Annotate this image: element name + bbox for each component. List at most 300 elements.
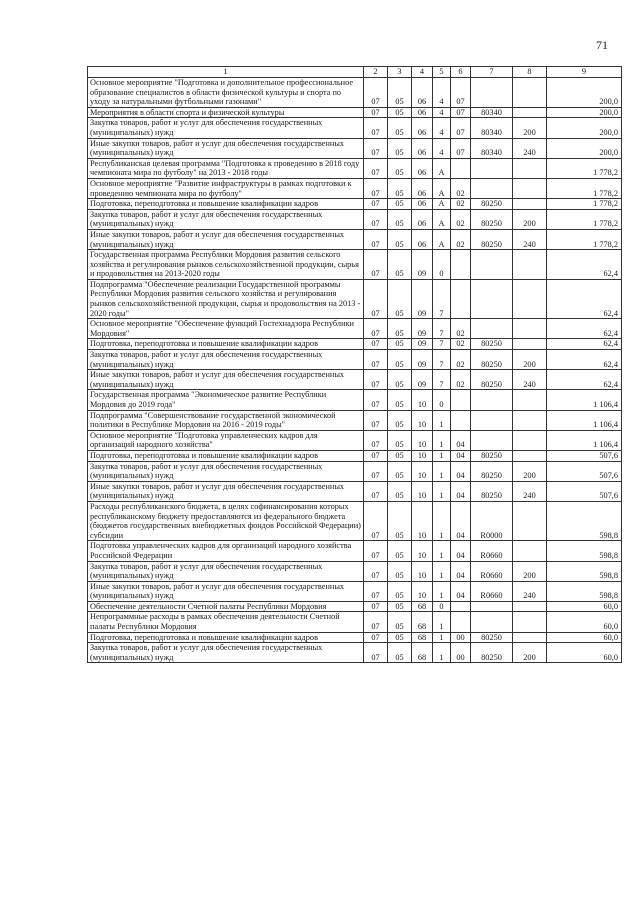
code-subprogram: 7 (433, 370, 451, 390)
amount: 62,4 (547, 350, 622, 370)
item-name: Закупка товаров, работ и услуг для обеспечения государственных (муниципальных) нужд (88, 643, 364, 663)
code-direction: R0000 (471, 501, 513, 540)
code-subprogram: 7 (433, 339, 451, 350)
code-program: 09 (412, 339, 433, 350)
code-direction (471, 178, 513, 198)
item-name: Закупка товаров, работ и услуг для обеспечения государственных (муниципальных) нужд (88, 561, 364, 581)
item-name: Подготовка, переподготовка и повышение квалификации кадров (88, 632, 364, 643)
amount: 200,0 (547, 107, 622, 118)
code-chapter: 07 (364, 178, 388, 198)
column-header: 4 (412, 67, 433, 78)
code-subprogram: А (433, 209, 451, 229)
item-name: Закупка товаров, работ и услуг для обеспечения государственных (муниципальных) нужд (88, 350, 364, 370)
column-header: 5 (433, 67, 451, 78)
amount: 60,0 (547, 632, 622, 643)
code-program: 06 (412, 229, 433, 249)
code-chapter: 07 (364, 541, 388, 561)
table-row (88, 561, 622, 581)
code-subprogram: 1 (433, 410, 451, 430)
code-chapter: 07 (364, 430, 388, 450)
amount: 62,4 (547, 370, 622, 390)
item-name: Закупка товаров, работ и услуг для обеспечения государственных (муниципальных) нужд (88, 461, 364, 481)
code-section: 05 (388, 643, 412, 663)
table-row (88, 250, 622, 280)
code-chapter: 07 (364, 561, 388, 581)
code-program: 10 (412, 561, 433, 581)
code-program: 06 (412, 78, 433, 108)
code-expense-type (513, 430, 547, 450)
code-subprogram: 1 (433, 450, 451, 461)
item-name: Подготовка, переподготовка и повышение квалификации кадров (88, 199, 364, 210)
table-row (88, 370, 622, 390)
code-subprogram: 7 (433, 350, 451, 370)
code-expense-type (513, 601, 547, 612)
code-expense-type: 200 (513, 461, 547, 481)
code-subprogram: 0 (433, 601, 451, 612)
table-row (88, 138, 622, 158)
code-direction: 80250 (471, 461, 513, 481)
table-row (88, 199, 622, 210)
code-program: 10 (412, 450, 433, 461)
code-chapter: 07 (364, 481, 388, 501)
code-program: 10 (412, 461, 433, 481)
code-activity (451, 158, 471, 178)
code-direction (471, 319, 513, 339)
code-program: 06 (412, 199, 433, 210)
code-direction (471, 390, 513, 410)
code-section: 05 (388, 118, 412, 138)
code-direction: R0660 (471, 561, 513, 581)
amount: 1 778,2 (547, 229, 622, 249)
code-activity (451, 390, 471, 410)
item-name: Республиканская целевая программа "Подготовка к проведению в 2018 году чемпионата мира по футболу" на 2013 - 2018 годы (88, 158, 364, 178)
code-subprogram: 1 (433, 643, 451, 663)
code-program: 09 (412, 250, 433, 280)
amount: 598,8 (547, 561, 622, 581)
item-name: Мероприятия в области спорта и физической культуры (88, 107, 364, 118)
code-section: 05 (388, 481, 412, 501)
table-row (88, 350, 622, 370)
table-row (88, 612, 622, 632)
code-chapter: 07 (364, 601, 388, 612)
table-row (88, 581, 622, 601)
code-section: 05 (388, 410, 412, 430)
code-chapter: 07 (364, 250, 388, 280)
code-activity: 02 (451, 229, 471, 249)
amount: 1 106,4 (547, 410, 622, 430)
code-program: 09 (412, 370, 433, 390)
code-expense-type: 240 (513, 370, 547, 390)
code-activity: 02 (451, 339, 471, 350)
code-activity: 07 (451, 107, 471, 118)
code-chapter: 07 (364, 158, 388, 178)
table-row (88, 229, 622, 249)
code-activity: 04 (451, 561, 471, 581)
code-subprogram: 1 (433, 612, 451, 632)
code-direction (471, 250, 513, 280)
code-subprogram: 4 (433, 107, 451, 118)
code-section: 05 (388, 350, 412, 370)
code-program: 06 (412, 107, 433, 118)
code-direction (471, 601, 513, 612)
code-activity: 04 (451, 541, 471, 561)
item-name: Подготовка управленческих кадров для организаций народного хозяйства Российской Федерации (88, 541, 364, 561)
code-activity (451, 612, 471, 632)
table-row (88, 78, 622, 108)
code-chapter: 07 (364, 461, 388, 481)
table-row (88, 158, 622, 178)
item-name: Подпрограмма "Обеспечение реализации Государственной программы Республики Мордовия развития сельского хозяйства и регулирования рынков сельскохозяйственной продукции, сырья и продовольствия на 2013 - 2020 годы" (88, 279, 364, 318)
table-row (88, 279, 622, 318)
code-program: 68 (412, 643, 433, 663)
code-expense-type: 200 (513, 643, 547, 663)
amount: 507,6 (547, 461, 622, 481)
code-expense-type: 200 (513, 561, 547, 581)
amount: 62,4 (547, 250, 622, 280)
code-program: 10 (412, 541, 433, 561)
code-direction: 80250 (471, 199, 513, 210)
code-subprogram: 7 (433, 279, 451, 318)
table-row (88, 481, 622, 501)
code-direction: 80250 (471, 450, 513, 461)
code-chapter: 07 (364, 118, 388, 138)
amount: 598,8 (547, 501, 622, 540)
code-direction (471, 430, 513, 450)
table-row (88, 632, 622, 643)
code-activity: 04 (451, 430, 471, 450)
amount: 60,0 (547, 643, 622, 663)
table-row (88, 390, 622, 410)
item-name: Иные закупки товаров, работ и услуг для обеспечения государственных (муниципальных) нужд (88, 481, 364, 501)
code-section: 05 (388, 339, 412, 350)
code-expense-type (513, 339, 547, 350)
code-chapter: 07 (364, 199, 388, 210)
code-section: 05 (388, 581, 412, 601)
code-chapter: 07 (364, 450, 388, 461)
code-section: 05 (388, 612, 412, 632)
code-expense-type (513, 319, 547, 339)
code-subprogram: 4 (433, 78, 451, 108)
code-program: 10 (412, 481, 433, 501)
code-direction: 80340 (471, 138, 513, 158)
table-row (88, 319, 622, 339)
table-row (88, 541, 622, 561)
code-section: 05 (388, 370, 412, 390)
table-row (88, 461, 622, 481)
code-activity (451, 410, 471, 430)
amount: 1 778,2 (547, 209, 622, 229)
code-expense-type (513, 632, 547, 643)
code-expense-type (513, 541, 547, 561)
code-section: 05 (388, 561, 412, 581)
code-direction (471, 410, 513, 430)
amount: 598,8 (547, 581, 622, 601)
code-subprogram: 0 (433, 250, 451, 280)
code-chapter: 07 (364, 319, 388, 339)
code-chapter: 07 (364, 78, 388, 108)
code-chapter: 07 (364, 107, 388, 118)
code-program: 06 (412, 138, 433, 158)
code-activity (451, 250, 471, 280)
code-activity: 02 (451, 350, 471, 370)
item-name: Закупка товаров, работ и услуг для обеспечения государственных (муниципальных) нужд (88, 209, 364, 229)
code-program: 09 (412, 350, 433, 370)
code-direction: R0660 (471, 581, 513, 601)
code-direction: 80250 (471, 632, 513, 643)
item-name: Основное мероприятие "Подготовка и дополнительное профессиональное образование специалистов в области физической культуры и спорта по уходу за натуральными футбольными газонами" (88, 78, 364, 108)
code-activity: 07 (451, 138, 471, 158)
code-direction (471, 279, 513, 318)
code-expense-type: 240 (513, 481, 547, 501)
code-expense-type (513, 78, 547, 108)
code-expense-type: 200 (513, 118, 547, 138)
code-chapter: 07 (364, 581, 388, 601)
code-activity: 02 (451, 178, 471, 198)
item-name: Иные закупки товаров, работ и услуг для обеспечения государственных (муниципальных) нужд (88, 581, 364, 601)
code-direction: 80250 (471, 481, 513, 501)
code-program: 10 (412, 390, 433, 410)
code-direction: 80250 (471, 370, 513, 390)
budget-table (87, 66, 622, 663)
code-expense-type (513, 158, 547, 178)
code-expense-type: 200 (513, 350, 547, 370)
code-chapter: 07 (364, 339, 388, 350)
code-chapter: 07 (364, 350, 388, 370)
code-section: 05 (388, 78, 412, 108)
code-expense-type (513, 250, 547, 280)
code-subprogram: 1 (433, 430, 451, 450)
code-activity: 02 (451, 370, 471, 390)
code-expense-type (513, 199, 547, 210)
table-row (88, 430, 622, 450)
table-row (88, 643, 622, 663)
column-header: 2 (364, 67, 388, 78)
item-name: Обеспечение деятельности Счетной палаты Республики Мордовия (88, 601, 364, 612)
code-direction: 80250 (471, 229, 513, 249)
code-program: 10 (412, 410, 433, 430)
code-direction (471, 158, 513, 178)
code-expense-type (513, 501, 547, 540)
amount: 60,0 (547, 612, 622, 632)
amount: 62,4 (547, 339, 622, 350)
code-expense-type (513, 390, 547, 410)
amount: 1 106,4 (547, 390, 622, 410)
code-activity (451, 279, 471, 318)
code-section: 05 (388, 138, 412, 158)
item-name: Основное мероприятие "Развитие инфраструктуры в рамках подготовки к проведению чемпионата мира по футболу" (88, 178, 364, 198)
code-chapter: 07 (364, 612, 388, 632)
code-program: 10 (412, 501, 433, 540)
code-program: 06 (412, 178, 433, 198)
column-header: 1 (88, 67, 364, 78)
table-row (88, 501, 622, 540)
item-name: Закупка товаров, работ и услуг для обеспечения государственных (муниципальных) нужд (88, 118, 364, 138)
code-program: 09 (412, 319, 433, 339)
code-expense-type (513, 612, 547, 632)
code-expense-type (513, 410, 547, 430)
item-name: Государственная программа Республики Мордовия развития сельского хозяйства и регулирования рынков сельскохозяйственной продукции, сырья и продовольствия на 2013-2020 годы (88, 250, 364, 280)
code-expense-type: 240 (513, 581, 547, 601)
item-name: Основное мероприятие "Обеспечение функций Гостехнадзора Республики Мордовия" (88, 319, 364, 339)
code-subprogram: 1 (433, 541, 451, 561)
code-section: 05 (388, 209, 412, 229)
code-activity: 00 (451, 643, 471, 663)
item-name: Подготовка, переподготовка и повышение квалификации кадров (88, 339, 364, 350)
code-activity: 02 (451, 199, 471, 210)
code-program: 68 (412, 612, 433, 632)
table-row (88, 601, 622, 612)
code-direction: 80340 (471, 118, 513, 138)
code-activity: 04 (451, 581, 471, 601)
code-direction: R0660 (471, 541, 513, 561)
code-subprogram: А (433, 178, 451, 198)
code-subprogram: 1 (433, 461, 451, 481)
table-row (88, 178, 622, 198)
item-name: Иные закупки товаров, работ и услуг для обеспечения государственных (муниципальных) нужд (88, 138, 364, 158)
code-activity: 04 (451, 461, 471, 481)
code-program: 06 (412, 209, 433, 229)
table-row (88, 209, 622, 229)
code-expense-type (513, 178, 547, 198)
code-direction: 80250 (471, 209, 513, 229)
code-activity: 02 (451, 319, 471, 339)
table-header-row (88, 67, 622, 78)
code-chapter: 07 (364, 643, 388, 663)
item-name: Подпрограмма "Совершенствование государственной экономической политики в Республике Мордовия на 2016 - 2019 годы" (88, 410, 364, 430)
item-name: Государственная программа "Экономическое развитие Республики Мордовия до 2019 года" (88, 390, 364, 410)
code-chapter: 07 (364, 390, 388, 410)
code-subprogram: 7 (433, 319, 451, 339)
code-expense-type: 200 (513, 209, 547, 229)
code-section: 05 (388, 390, 412, 410)
code-section: 05 (388, 199, 412, 210)
code-subprogram: А (433, 158, 451, 178)
column-header: 7 (471, 67, 513, 78)
code-chapter: 07 (364, 138, 388, 158)
code-subprogram: 4 (433, 138, 451, 158)
amount: 200,0 (547, 118, 622, 138)
code-direction: 80250 (471, 643, 513, 663)
code-subprogram: А (433, 229, 451, 249)
code-program: 06 (412, 158, 433, 178)
code-chapter: 07 (364, 501, 388, 540)
amount: 60,0 (547, 601, 622, 612)
code-chapter: 07 (364, 410, 388, 430)
code-subprogram: 4 (433, 118, 451, 138)
table-row (88, 410, 622, 430)
code-direction: 80250 (471, 339, 513, 350)
item-name: Основное мероприятие "Подготовка управленческих кадров для организаций народного хозяйства" (88, 430, 364, 450)
code-direction (471, 612, 513, 632)
code-chapter: 07 (364, 229, 388, 249)
code-expense-type (513, 279, 547, 318)
item-name: Расходы республиканского бюджета, в целях софинансирования которых республиканскому бюджету предоставляются из федерального бюджета (бюджетов государственных внебюджетных фондов Российской Федерации) субсидии (88, 501, 364, 540)
code-section: 05 (388, 158, 412, 178)
amount: 1 106,4 (547, 430, 622, 450)
column-header: 9 (547, 67, 622, 78)
code-section: 05 (388, 178, 412, 198)
amount: 1 778,2 (547, 199, 622, 210)
code-section: 05 (388, 430, 412, 450)
amount: 1 778,2 (547, 158, 622, 178)
code-section: 05 (388, 250, 412, 280)
table-row (88, 339, 622, 350)
code-chapter: 07 (364, 279, 388, 318)
amount: 62,4 (547, 279, 622, 318)
code-section: 05 (388, 541, 412, 561)
code-activity: 04 (451, 481, 471, 501)
table-row (88, 118, 622, 138)
table-body (88, 78, 622, 663)
code-program: 10 (412, 430, 433, 450)
code-program: 68 (412, 601, 433, 612)
code-activity: 02 (451, 209, 471, 229)
item-name: Непрограммные расходы в рамках обеспечения деятельности Счетной палаты Республики Мордовия (88, 612, 364, 632)
page-number: 71 (596, 38, 608, 52)
code-direction (471, 78, 513, 108)
column-header: 3 (388, 67, 412, 78)
code-section: 05 (388, 501, 412, 540)
code-section: 05 (388, 279, 412, 318)
code-section: 05 (388, 461, 412, 481)
code-subprogram: 1 (433, 561, 451, 581)
code-activity: 07 (451, 118, 471, 138)
code-section: 05 (388, 450, 412, 461)
code-section: 05 (388, 229, 412, 249)
code-program: 06 (412, 118, 433, 138)
code-subprogram: 1 (433, 581, 451, 601)
code-activity: 04 (451, 501, 471, 540)
code-activity: 00 (451, 632, 471, 643)
code-section: 05 (388, 319, 412, 339)
code-expense-type (513, 107, 547, 118)
code-subprogram: А (433, 199, 451, 210)
code-chapter: 07 (364, 209, 388, 229)
column-header: 6 (451, 67, 471, 78)
item-name: Иные закупки товаров, работ и услуг для обеспечения государственных (муниципальных) нужд (88, 370, 364, 390)
code-subprogram: 0 (433, 390, 451, 410)
code-expense-type (513, 450, 547, 461)
amount: 507,6 (547, 481, 622, 501)
amount: 598,8 (547, 541, 622, 561)
amount: 200,0 (547, 78, 622, 108)
code-subprogram: 1 (433, 501, 451, 540)
code-chapter: 07 (364, 632, 388, 643)
code-activity: 07 (451, 78, 471, 108)
amount: 200,0 (547, 138, 622, 158)
code-direction: 80250 (471, 350, 513, 370)
code-direction: 80340 (471, 107, 513, 118)
table-row (88, 107, 622, 118)
amount: 1 778,2 (547, 178, 622, 198)
code-program: 10 (412, 581, 433, 601)
code-section: 05 (388, 632, 412, 643)
amount: 507,6 (547, 450, 622, 461)
code-expense-type: 240 (513, 138, 547, 158)
code-activity (451, 601, 471, 612)
code-section: 05 (388, 107, 412, 118)
item-name: Иные закупки товаров, работ и услуг для обеспечения государственных (муниципальных) нужд (88, 229, 364, 249)
code-subprogram: 1 (433, 632, 451, 643)
code-chapter: 07 (364, 370, 388, 390)
column-header: 8 (513, 67, 547, 78)
code-section: 05 (388, 601, 412, 612)
code-expense-type: 240 (513, 229, 547, 249)
item-name: Подготовка, переподготовка и повышение квалификации кадров (88, 450, 364, 461)
code-program: 68 (412, 632, 433, 643)
table-row (88, 450, 622, 461)
code-program: 09 (412, 279, 433, 318)
